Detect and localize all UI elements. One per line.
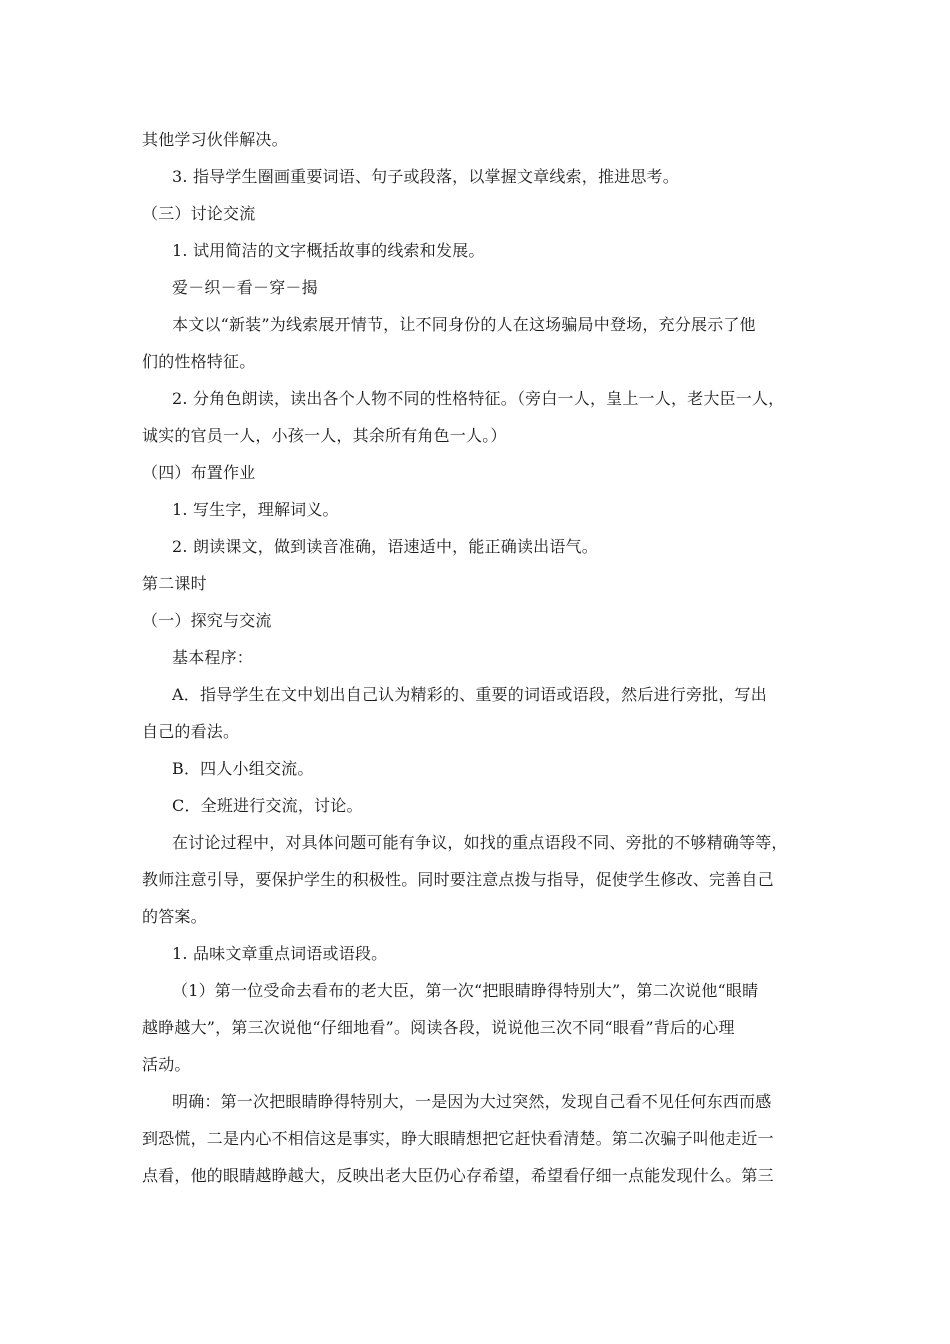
text-line: 2. 朗读课文，做到读音准确，语速适中，能正确读出语气。 — [172, 537, 598, 556]
text-line: 自己的看法。 — [142, 722, 240, 741]
text-line: 1. 品味文章重点词语或语段。 — [172, 944, 388, 963]
text-line: 1. 试用简洁的文字概括故事的线索和发展。 — [172, 241, 485, 260]
text-line: 们的性格特征。 — [142, 352, 256, 371]
text-line: C．全班进行交流，讨论。 — [172, 796, 363, 815]
section-heading: （一）探究与交流 — [142, 611, 272, 630]
text-line: 点看，他的眼睛越睁越大，反映出老大臣仍心存希望，希望看仔细一点能发现什么。第三 — [142, 1166, 774, 1185]
text-line: A．指导学生在文中划出自己认为精彩的、重要的词语或语段，然后进行旁批，写出 — [172, 685, 767, 704]
text-line: 其他学习伙伴解决。 — [142, 130, 288, 149]
section-heading: （四）布置作业 — [142, 463, 256, 482]
text-line: 到恐慌，二是内心不相信这是事实，睁大眼睛想把它赶快看清楚。第二次骗子叫他走近一 — [142, 1129, 774, 1148]
section-heading: 第二课时 — [142, 574, 207, 593]
text-line: 越睁越大”，第三次说他“仔细地看”。阅读各段，说说他三次不同“眼看”背后的心理 — [142, 1018, 735, 1037]
text-line: 在讨论过程中，对具体问题可能有争议，如找的重点语段不同、旁批的不够精确等等， — [172, 833, 788, 852]
text-line: 活动。 — [142, 1055, 191, 1074]
text-line: 爱－织－看－穿－揭 — [172, 278, 318, 297]
text-line: 教师注意引导，要保护学生的积极性。同时要注意点拨与指导，促使学生修改、完善自己 — [142, 870, 774, 889]
text-line: 基本程序： — [172, 648, 254, 667]
text-line: 2. 分角色朗读，读出各个人物不同的性格特征。（旁白一人，皇上一人，老大臣一人， — [172, 389, 785, 408]
section-heading: （三）讨论交流 — [142, 204, 256, 223]
text-line: 3. 指导学生圈画重要词语、句子或段落，以掌握文章线索，推进思考。 — [172, 167, 679, 186]
text-line: B．四人小组交流。 — [172, 759, 314, 778]
text-line: 本文以“新装”为线索展开情节，让不同身份的人在这场骗局中登场，充分展示了他 — [172, 315, 756, 334]
text-line: 1. 写生字，理解词义。 — [172, 500, 339, 519]
text-line: （1）第一位受命去看布的老大臣，第一次“把眼睛睁得特别大”，第二次说他“眼睛 — [172, 981, 759, 1000]
text-line: 明确：第一次把眼睛睁得特别大，一是因为大过突然，发现自己看不见任何东西而感 — [172, 1092, 772, 1111]
text-line: 的答案。 — [142, 907, 207, 926]
text-line: 诚实的官员一人，小孩一人，其余所有角色一人。） — [142, 426, 507, 445]
